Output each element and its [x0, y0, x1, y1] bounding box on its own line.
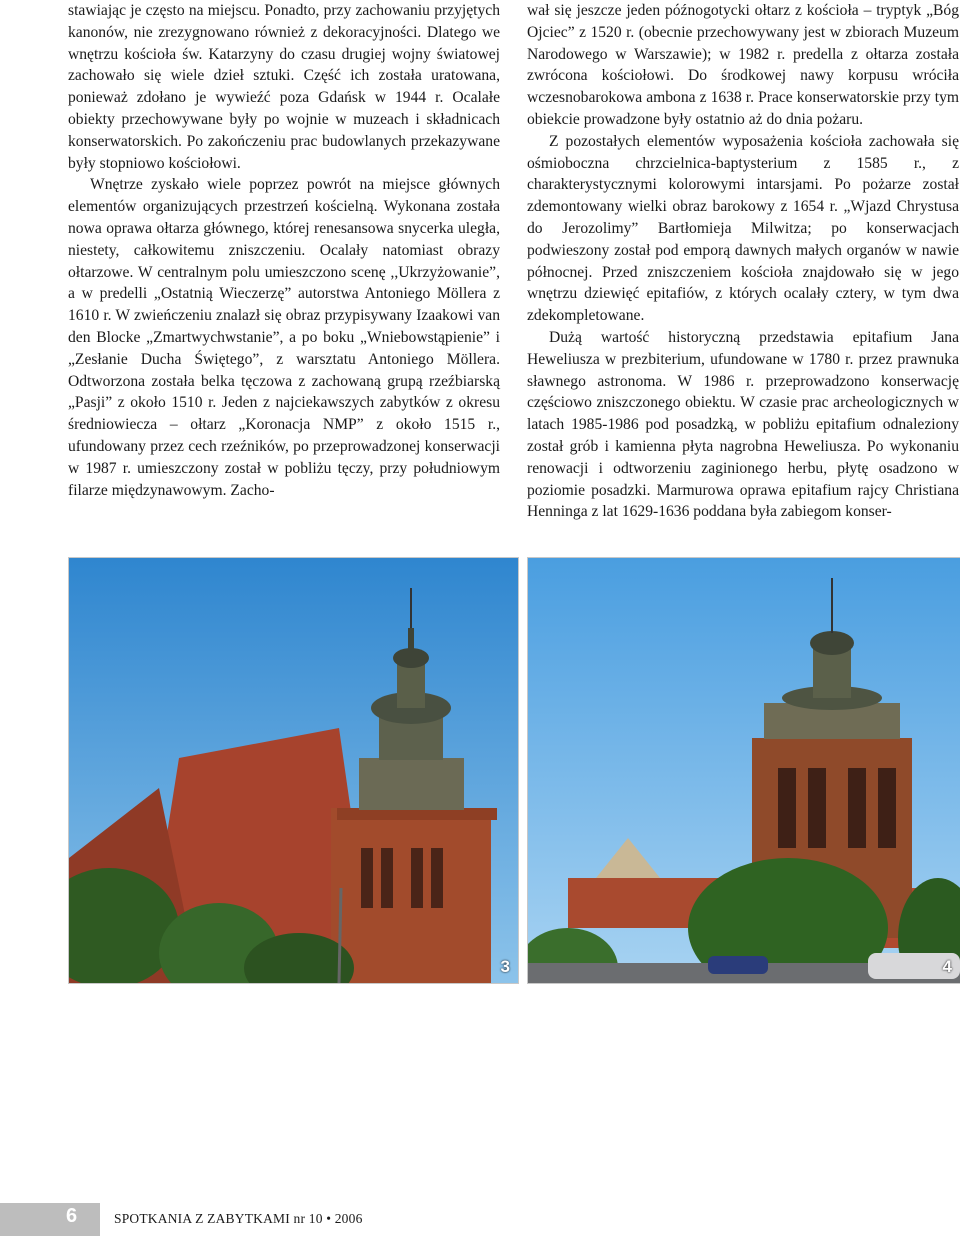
text-column-left [68, 0, 500, 501]
church-tower-photo-3 [68, 557, 519, 984]
paragraph: Z pozostałych elementów wyposażenia kościoła zachowała się ośmioboczna chrzcielnica-baptysterium z 1585 r., z charakterystycznymi kolorowymi intarsjami. Po pożarze został zdemontowany wielki obraz barokowy z 1654 r. „Wjazd Chrystusa do Jerozolimy” Bartłomieja Milwitza; po konserwacjach podwieszony został pod emporą dawnych małych organów w nawie północnej. Przed zniszczeniem kościoła znajdowało się w jego wnętrzu dziewięć epitafiów, z których ocalały cztery, w tym dwa zdekompletowane. [527, 132, 959, 325]
paragraph: wał się jeszcze jeden późnogotycki ołtarz z kościoła – tryptyk „Bóg Ojciec” z 1520 r. (obecnie przechowywany jest w zbiorach Muzeum Narodowego w Warszawie); w 1982 r. predella z ołtarza została zwrócona kościołowi. Do środkowej nawy korpusu wróciła wczesnobarokowa ambona z 1638 r. Prace konserwatorskie przy tym obiekcie prowadzone były ostatnio aż do dnia pożaru. [527, 2, 959, 128]
photo-number-label: 4 [942, 957, 952, 976]
church-photo-illustration [528, 558, 960, 983]
footer-publication: SPOTKANIA Z ZABYTKAMI nr 10 • 2006 [114, 1211, 363, 1226]
paragraph: stawiając je często na miejscu. Ponadto, przy zachowaniu przyjętych kanonów, nie zrezygnowano również z dekoracyjności. Dlatego we wnętrzu kościoła św. Katarzyny do czasu drugiej wojny światowej zachowało się wiele dzieł sztuki. Część ich została uratowana, ponieważ zdołano je wywieźć poza Gdańsk w 1944 r. Ocalałe obiekty przechowywane były po wojnie w muzeach i składnicach konserwatorskich. Po zakończeniu prac budowlanych przekazywane były stopniowo kościołowi. [68, 2, 500, 172]
photo-number-label: 3 [500, 957, 510, 976]
church-tower-photo-4 [527, 557, 960, 984]
footer-page-tab [0, 1203, 100, 1236]
text-column-right [527, 0, 959, 523]
page-number: 6 [66, 1205, 78, 1227]
paragraph: Dużą wartość historyczną przedstawia epitafium Jana Heweliusza w prezbiterium, ufundowane w 1780 r. przez prawnuka sławnego astronoma. W 1986 r. przeprowadzono konserwację częściowo zniszczonego obiektu. W czasie prac archeologicznych w latach 1985-1986 pod posadzką, w pobliżu epitafium odnaleziony został grób i kamienna płyta nagrobna Heweliusza. Po wykonaniu renowacji i odtworzeniu zaginionego herbu, płytę osadzono w poziomie posadzki. Marmurowa oprawa epitafium rajcy Christiana Henninga z lat 1629-1636 poddana była zabiegom konser- [527, 328, 959, 521]
church-photo-illustration [69, 558, 518, 983]
paragraph: Wnętrze zyskało wiele poprzez powrót na miejsce głównych elementów organizujących przestrzeń kościelną. Wykonana została nowa oprawa ołtarza głównego, której renesansowa snycerka uległa, niestety, całkowitemu zniszczeniu. Ocalały natomiast obrazy ołtarzowe. W centralnym polu umieszczono scenę ,,Ukrzyżowanie”, a w predelli „Ostatnią Wieczerzę” autorstwa Antoniego Möllera z 1610 r. W zwieńczeniu znalazł się obraz przypisywany Izaakowi van den Blocke „Zmartwychwstanie”, a po boku „Wniebowstąpienie” i „Zesłanie Ducha Świętego”, z warsztatu Antoniego Möllera. Odtworzona została belka tęczowa z zachowaną grupą rzeźbiarską „Pasji” z około 1510 r. Jeden z najciekawszych zabytków z okresu średniowiecza – ołtarz „Koronacja NMP” z około 1515 r., ufundowany przez cech rzeźników, po przeprowadzonej konserwacji w 1987 r. umieszczony został w pobliżu tęczy, przy południowym filarze międzynawowym. Zacho- [68, 176, 500, 499]
